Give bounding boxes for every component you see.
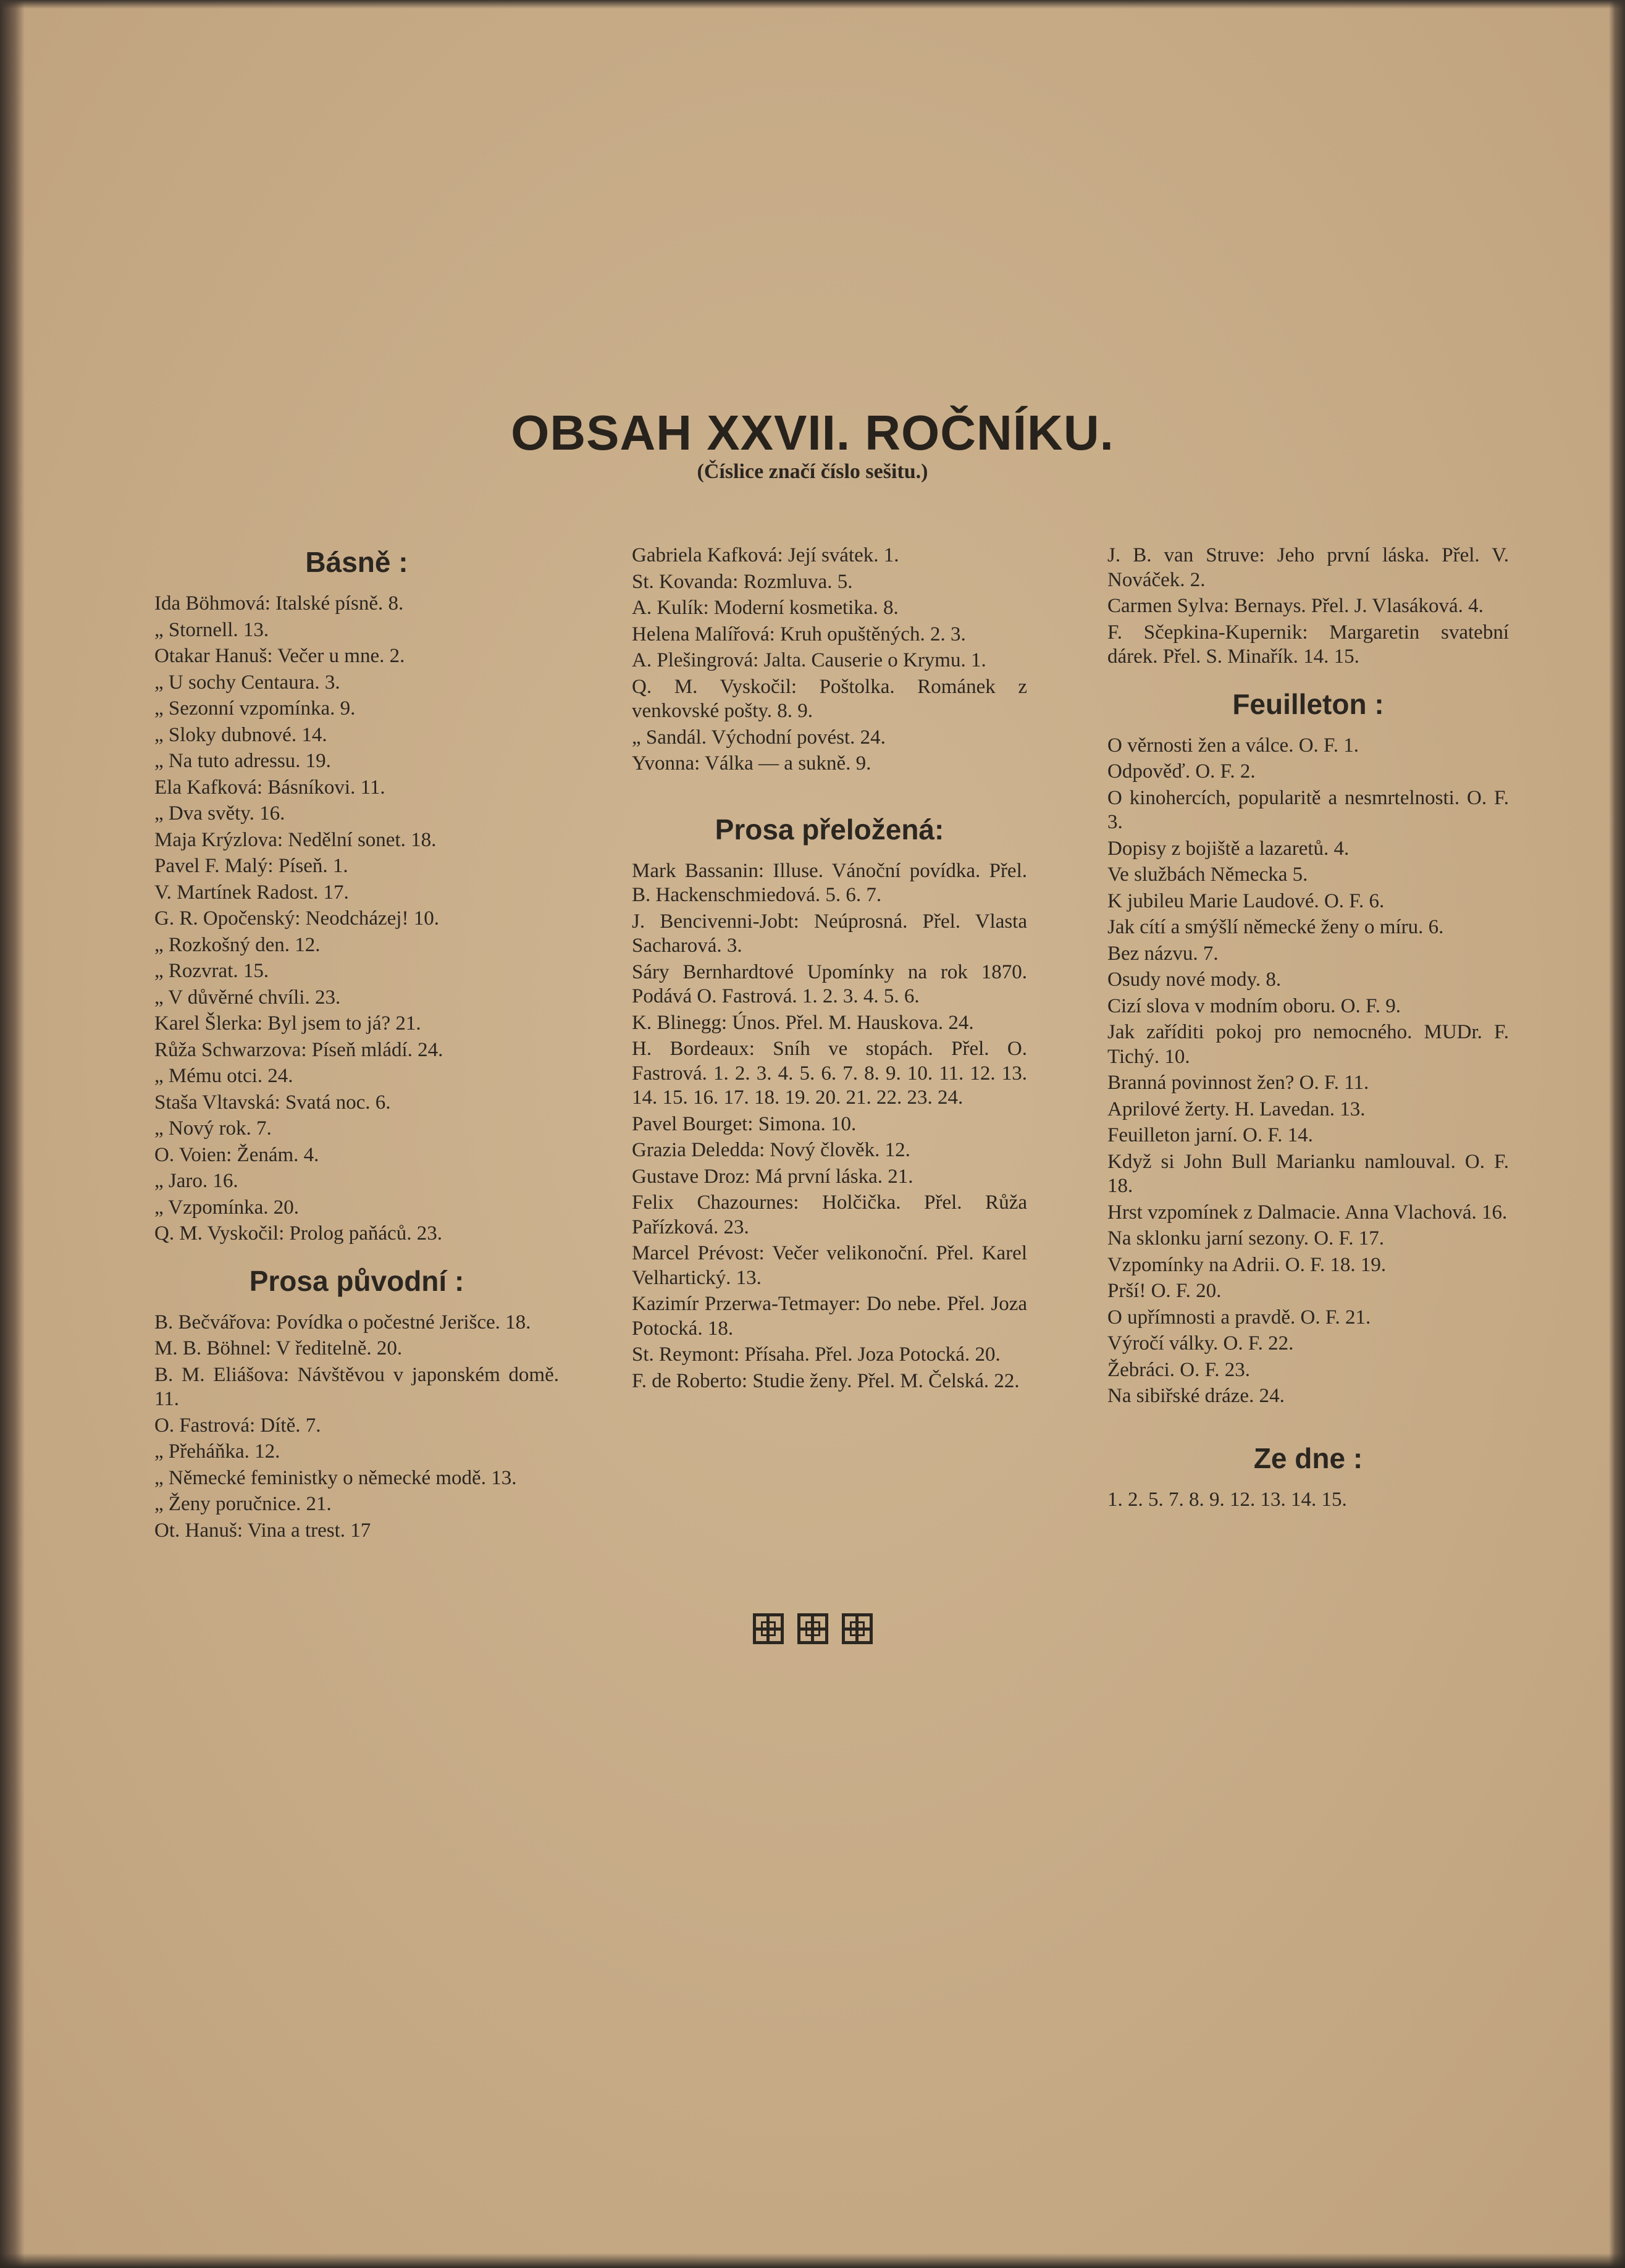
index-entry: St. Reymont: Přísaha. Přel. Joza Potocká. 20. bbox=[632, 1343, 1001, 1366]
index-entry: Karel Šlerka: Byl jsem to já? 21. bbox=[154, 1012, 421, 1035]
index-entry: Ot. Hanuš: Vina a trest. 17 bbox=[154, 1519, 371, 1542]
index-entry: „ Mému otci. 24. bbox=[154, 1065, 293, 1087]
index-entry: V. Martínek Radost. 17. bbox=[154, 881, 349, 904]
index-entry: Pavel F. Malý: Píseň. 1. bbox=[154, 855, 348, 877]
index-entry: B. M. Eliášova: Návštěvou v japonském domě. 11. bbox=[154, 1363, 559, 1410]
index-entry: G. R. Opočenský: Neodcházej! 10. bbox=[154, 907, 439, 930]
index-entry: F. de Roberto: Studie ženy. Přel. M. Čelská. 22. bbox=[632, 1369, 1020, 1392]
index-entry: „ U sochy Centaura. 3. bbox=[154, 671, 340, 694]
index-entry: J. B. van Struve: Jeho první láska. Přel. V. Nováček. 2. bbox=[1107, 544, 1509, 591]
index-entry: Kazimír Przerwa-Tetmayer: Do nebe. Přel. Joza Potocká. 18. bbox=[632, 1293, 1027, 1340]
section-heading-prosa-prelozena: Prosa přeložená: bbox=[715, 813, 944, 846]
index-entry: O upřímnosti a pravdě. O. F. 21. bbox=[1107, 1306, 1371, 1329]
list-basne bbox=[154, 592, 559, 1246]
page-edge-right bbox=[1609, 0, 1625, 2268]
index-entry: „ V důvěrné chvíli. 23. bbox=[154, 986, 341, 1009]
index-entry: „ Sandál. Východní povést. 24. bbox=[632, 726, 886, 749]
index-entry: Prší! O. F. 20. bbox=[1107, 1280, 1222, 1302]
index-entry: „ Ženy poručnice. 21. bbox=[154, 1493, 332, 1515]
index-entry: K jubileu Marie Laudové. O. F. 6. bbox=[1107, 889, 1385, 912]
index-entry: Q. M. Vyskočil: Poštolka. Románek z venkovské pošty. 8. 9. bbox=[632, 675, 1027, 722]
index-entry: „ Rozkošný den. 12. bbox=[154, 933, 321, 956]
index-entry: „ Na tuto adressu. 19. bbox=[154, 750, 331, 772]
ornament-row bbox=[0, 1613, 1625, 1644]
index-entry: Carmen Sylva: Bernays. Přel. J. Vlasáková. 4. bbox=[1107, 595, 1484, 617]
index-entry: Růža Schwarzova: Píseň mládí. 24. bbox=[154, 1038, 443, 1061]
index-entry: „ Dva světy. 16. bbox=[154, 802, 285, 825]
column-right bbox=[1107, 544, 1509, 1514]
index-entry: Ve službách Německa 5. bbox=[1107, 863, 1308, 886]
index-entry: Cizí slova v modním oboru. O. F. 9. bbox=[1107, 994, 1401, 1017]
index-entry: Mark Bassanin: Illuse. Vánoční povídka. Přel. B. Hackenschmiedová. 5. 6. 7. bbox=[632, 859, 1027, 906]
index-entry: Otakar Hanuš: Večer u mne. 2. bbox=[154, 645, 405, 667]
list-prosa-prelozena bbox=[632, 859, 1027, 1394]
index-entry: „ Sloky dubnové. 14. bbox=[154, 723, 327, 746]
index-entry: F. Sčepkina-Kupernik: Margaretin svatební dárek. Přel. S. Minařík. 14. 15. bbox=[1107, 621, 1509, 668]
ornamental-square-icon bbox=[797, 1613, 828, 1644]
index-entry: O věrnosti žen a válce. O. F. 1. bbox=[1107, 734, 1359, 757]
page-edge-bottom bbox=[0, 2253, 1625, 2268]
index-entry: „ Sezonní vzpomínka. 9. bbox=[154, 697, 356, 720]
section-heading-basne: Básně : bbox=[305, 546, 408, 578]
index-entry: Sáry Bernhardtové Upomínky na rok 1870. Podává O. Fastrová. 1. 2. 3. 4. 5. 6. bbox=[632, 960, 1027, 1007]
column-left bbox=[154, 544, 559, 1545]
index-entry: Hrst vzpomínek z Dalmacie. Anna Vlachová. 16. bbox=[1107, 1201, 1508, 1224]
index-entry: Ida Böhmová: Italské písně. 8. bbox=[154, 592, 404, 615]
index-entry: Dopisy z bojiště a lazaretů. 4. bbox=[1107, 837, 1350, 860]
index-entry: Helena Malířová: Kruh opuštěných. 2. 3. bbox=[632, 623, 966, 645]
list-prosa-puvodni bbox=[154, 1311, 559, 1544]
index-entry: M. B. Böhnel: V ředitelně. 20. bbox=[154, 1337, 403, 1359]
list-feuilleton bbox=[1107, 734, 1509, 1409]
index-entry: H. Bordeaux: Sníh ve stopách. Přel. O. Fastrová. 1. 2. 3. 4. 5. 6. 7. 8. 9. 10. 11. 12. 13. 14. 15. 16. 17. 18. 19. 20. 21. 22. 23. 24. bbox=[632, 1038, 1027, 1109]
page-subtitle: (Číslice značí číslo sešitu.) bbox=[697, 460, 928, 483]
index-entry: A. Plešingrová: Jalta. Causerie o Krymu. 1. bbox=[632, 649, 986, 671]
index-entry: K. Blinegg: Únos. Přel. M. Hauskova. 24. bbox=[632, 1011, 974, 1034]
section-heading-ze-dne: Ze dne : bbox=[1253, 1442, 1363, 1474]
section-heading-feuilleton: Feuilleton : bbox=[1232, 687, 1384, 720]
ornamental-square-icon bbox=[753, 1613, 784, 1644]
ze-dne-issues: 1. 2. 5. 7. 8. 9. 12. 13. 14. 15. bbox=[1107, 1488, 1347, 1511]
index-entry: Jak cítí a smýšlí německé ženy o míru. 6. bbox=[1107, 916, 1444, 938]
index-entry: A. Kulík: Moderní kosmetika. 8. bbox=[632, 597, 899, 619]
index-entry: Na sibiřské dráze. 24. bbox=[1107, 1385, 1285, 1407]
index-entry: Feuilleton jarní. O. F. 14. bbox=[1107, 1124, 1313, 1146]
index-entry: „ Stornell. 13. bbox=[154, 618, 269, 641]
index-entry: O. Voien: Ženám. 4. bbox=[154, 1143, 319, 1166]
index-entry: O. Fastrová: Dítě. 7. bbox=[154, 1414, 321, 1437]
index-entry: Osudy nové mody. 8. bbox=[1107, 968, 1282, 991]
index-entry: Pavel Bourget: Simona. 10. bbox=[632, 1112, 857, 1135]
index-entry: Bez názvu. 7. bbox=[1107, 942, 1219, 965]
index-entry: Žebráci. O. F. 23. bbox=[1107, 1358, 1251, 1381]
index-entry: Q. M. Vyskočil: Prolog paňáců. 23. bbox=[154, 1222, 442, 1245]
index-entry: Felix Chazournes: Holčička. Přel. Růža Pařízková. 23. bbox=[632, 1191, 1027, 1238]
index-entry: Gabriela Kafková: Její svátek. 1. bbox=[632, 544, 899, 566]
index-entry: Yvonna: Válka — a sukně. 9. bbox=[632, 752, 871, 775]
index-entry: Staša Vltavská: Svatá noc. 6. bbox=[154, 1091, 391, 1114]
index-entry: Výročí války. O. F. 22. bbox=[1107, 1332, 1294, 1354]
index-entry: Branná povinnost žen? O. F. 11. bbox=[1107, 1072, 1369, 1094]
index-entry: „ Nový rok. 7. bbox=[154, 1117, 272, 1140]
index-entry: St. Kovanda: Rozmluva. 5. bbox=[632, 570, 853, 593]
index-entry: Jak zaříditi pokoj pro nemocného. MUDr. F. Tichý. 10. bbox=[1107, 1021, 1509, 1068]
index-entry: Maja Krýzlova: Nedělní sonet. 18. bbox=[154, 828, 437, 851]
index-entry: O kinohercích, popularitě a nesmrtelnosti. O. F. 3. bbox=[1107, 786, 1509, 833]
index-entry: Na sklonku jarní sezony. O. F. 17. bbox=[1107, 1227, 1384, 1250]
index-entry: Marcel Prévost: Večer velikonoční. Přel. Karel Velhartický. 13. bbox=[632, 1242, 1027, 1289]
page-title: OBSAH XXVII. ROČNÍKU. bbox=[511, 405, 1114, 460]
index-entry: J. Bencivenni-Jobt: Neúprosná. Přel. Vlasta Sacharová. 3. bbox=[632, 910, 1027, 957]
index-entry: „ Vzpomínka. 20. bbox=[154, 1196, 300, 1219]
index-entry: Vzpomínky na Adrii. O. F. 18. 19. bbox=[1107, 1253, 1387, 1276]
column-middle bbox=[632, 544, 1027, 1395]
index-entry: „ Přeháňka. 12. bbox=[154, 1440, 280, 1463]
index-entry: Aprilové žerty. H. Lavedan. 13. bbox=[1107, 1098, 1366, 1120]
index-entry: Grazia Deledda: Nový člověk. 12. bbox=[632, 1139, 910, 1161]
page-edge-left bbox=[0, 0, 25, 2268]
section-heading-prosa-puvodni: Prosa původní : bbox=[249, 1264, 464, 1297]
ornamental-square-icon bbox=[842, 1613, 873, 1644]
page-edge-top bbox=[0, 0, 1625, 9]
index-entry: Ela Kafková: Básníkovi. 11. bbox=[154, 776, 385, 799]
index-entry: „ Rozvrat. 15. bbox=[154, 960, 269, 982]
list-prosa-puvodni-continued bbox=[632, 544, 1027, 776]
list-prosa-prelozena-continued bbox=[1107, 544, 1509, 670]
index-entry: Když si John Bull Marianku namlouval. O. F. 18. bbox=[1107, 1150, 1509, 1197]
index-entry: „ Německé feministky o německé modě. 13. bbox=[154, 1466, 517, 1489]
index-entry: Odpověď. O. F. 2. bbox=[1107, 760, 1256, 783]
index-entry: Gustave Droz: Má první láska. 21. bbox=[632, 1165, 913, 1188]
index-entry: „ Jaro. 16. bbox=[154, 1170, 238, 1192]
index-entry: B. Bečvářova: Povídka o počestné Jerišce. 18. bbox=[154, 1311, 531, 1334]
